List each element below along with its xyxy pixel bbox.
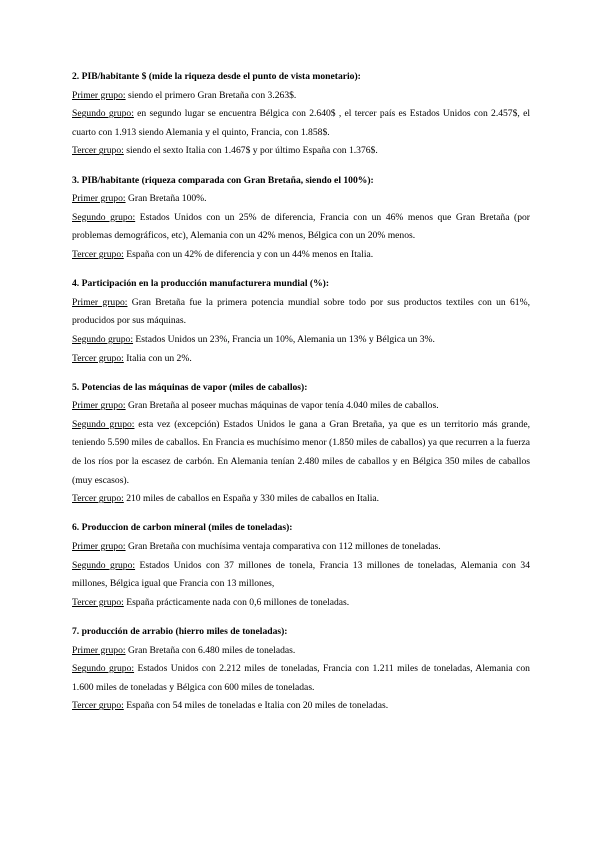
group-label: Primer grupo:: [72, 644, 126, 656]
group-text: esta vez (excepción) Estados Unidos le gana a Gran Bretaña, ya que es un territorio más grande, teniendo 5.590 miles de caballos. En Francia es muchísimo menor (1.850 miles de caballos) ya que recurren a la fuerza de los ríos por la escasez de carbón. En Alemania tenían 2.480 miles de caballos y en Bélgica 350 miles de caballos (muy escasos).: [72, 418, 530, 486]
group-text: siendo el sexto Italia con 1.467$ y por último España con 1.376$.: [123, 145, 378, 157]
group-text: Gran Bretaña con 6.480 miles de toneladas.: [125, 644, 296, 656]
group-text: Estados Unidos un 23%, Francia un 10%, Alemania un 13% y Bélgica un 3%.: [133, 333, 435, 345]
group-label: Tercer grupo:: [72, 145, 124, 157]
group-text: Gran Bretaña fue la primera potencia mundial sobre todo por sus productos textiles con un 61%, producidos por sus máquinas.: [72, 296, 530, 327]
section-heading: 3. PIB/habitante (riqueza comparada con Gran Bretaña, siendo el 100%):: [72, 174, 374, 186]
group-paragraph: [72, 142, 530, 161]
group-paragraph: [72, 209, 530, 246]
group-paragraph: [72, 416, 530, 490]
group-label: Tercer grupo:: [72, 493, 124, 505]
group-paragraph: [72, 490, 530, 509]
section-heading: 7. producción de arrabio (hierro miles de toneladas):: [72, 626, 288, 637]
section-arrabio: [72, 623, 530, 716]
group-label: Tercer grupo:: [72, 352, 124, 364]
group-text: España con 54 miles de toneladas e Italia con 20 miles de toneladas.: [123, 700, 389, 712]
section-heading: 5. Potencias de las máquinas de vapor (miles de caballos):: [72, 381, 308, 393]
section-heading: 2. PIB/habitante $ (mide la riqueza desde el punto de vista monetario):: [72, 71, 361, 82]
group-text: Gran Bretaña con muchísima ventaja comparativa con 112 millones de toneladas.: [125, 541, 441, 553]
group-paragraph: [72, 87, 530, 106]
section-pib-habitante: [72, 68, 530, 161]
group-text: 210 miles de caballos en España y 330 miles de caballos en Italia.: [123, 493, 380, 505]
group-paragraph: [72, 557, 530, 594]
group-label: Segundo grupo:: [72, 418, 135, 430]
section-maquinas-vapor: [72, 379, 530, 509]
group-label: Segundo grupo:: [72, 108, 134, 120]
group-paragraph: [72, 594, 530, 613]
group-paragraph: [72, 331, 530, 350]
group-label: Segundo grupo:: [72, 333, 134, 345]
group-paragraph: [72, 538, 530, 557]
group-text: Estados Unidos con 2.212 miles de toneladas, Francia con 1.211 miles de toneladas, Alemania con 1.600 miles de toneladas y Bélgica con 600 miles de toneladas.: [72, 663, 530, 693]
group-paragraph: [72, 697, 530, 716]
group-paragraph: [72, 294, 530, 331]
group-text: Gran Bretaña al poseer muchas máquinas de vapor tenía 4.040 miles de caballos.: [125, 400, 439, 412]
group-text: Gran Bretaña 100%.: [125, 193, 207, 205]
group-paragraph: [72, 642, 530, 661]
group-label: Primer grupo:: [72, 541, 126, 553]
document-page: [72, 68, 530, 727]
group-label: Segundo grupo:: [72, 211, 136, 223]
group-text: siendo el primero Gran Bretaña con 3.263$.: [125, 89, 297, 101]
group-paragraph: [72, 397, 530, 416]
group-label: Tercer grupo:: [72, 596, 124, 608]
group-text: Estados Unidos con un 25% de diferencia, Francia con un 46% menos que Gran Bretaña (por problemas demográficos, etc), Alemania con un 42% menos, Bélgica con un 20% menos.: [72, 211, 530, 242]
group-paragraph: [72, 105, 530, 142]
group-label: Primer grupo:: [72, 193, 126, 205]
group-label: Tercer grupo:: [72, 700, 124, 712]
section-pib-comparada: [72, 172, 530, 265]
group-label: Segundo grupo:: [72, 663, 135, 675]
group-text: Estados Unidos con 37 millones de tonela, Francia 13 millones de toneladas, Alemania con 34 millones, Bélgica igual que Francia con 13 millones,: [72, 559, 530, 590]
group-text: España con un 42% de diferencia y con un 44% menos en Italia.: [123, 248, 374, 260]
section-heading: 6. Produccion de carbon mineral (miles de toneladas):: [72, 522, 293, 534]
group-label: Primer grupo:: [72, 296, 128, 308]
group-text: España prácticamente nada con 0,6 millones de toneladas.: [123, 596, 350, 608]
group-text: Italia con un 2%.: [123, 352, 192, 364]
group-paragraph: [72, 660, 530, 697]
section-produccion-manufacturera: [72, 275, 530, 368]
group-label: Primer grupo:: [72, 400, 126, 412]
group-paragraph: [72, 190, 530, 209]
group-paragraph: [72, 350, 530, 369]
section-carbon-mineral: [72, 519, 530, 612]
group-text: en segundo lugar se encuentra Bélgica con 2.640$ , el tercer país es Estados Unidos con 2.457$, el cuarto con 1.913 siendo Alemania y el quinto, Francia, con 1.858$.: [72, 108, 530, 138]
section-heading: 4. Participación en la producción manufacturera mundial (%):: [72, 278, 330, 290]
group-label: Segundo grupo:: [72, 559, 136, 571]
group-label: Primer grupo:: [72, 89, 126, 101]
group-label: Tercer grupo:: [72, 248, 124, 260]
group-paragraph: [72, 246, 530, 265]
